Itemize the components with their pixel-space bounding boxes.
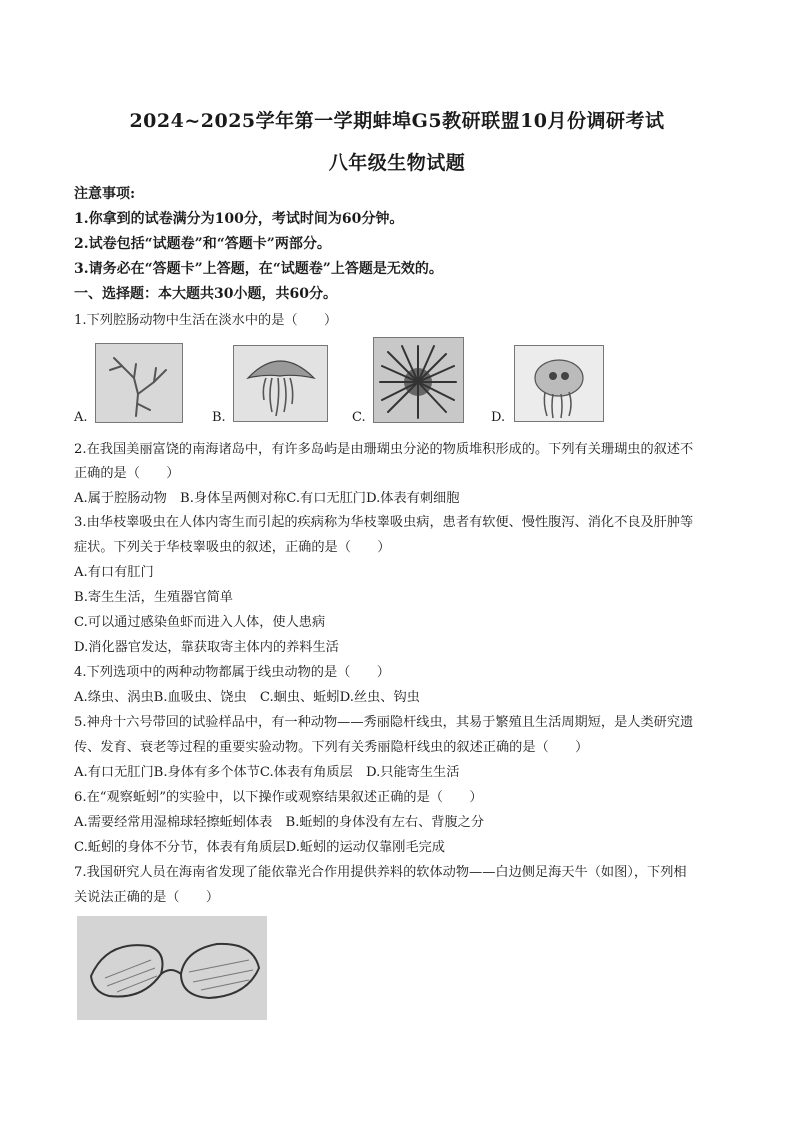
hydra-image (95, 343, 183, 423)
q4-stem: 4.下列选项中的两种动物都属于线虫动物的是（ ） (74, 665, 390, 680)
q4-options: A.绦虫、涡虫B.血吸虫、饶虫 C.蛔虫、蚯蚓D.丝虫、钩虫 (74, 690, 420, 705)
exam-subtitle: 八年级生物试题 (328, 152, 466, 174)
q1-option-c-label: C. (352, 410, 366, 425)
q5-stem-line2: 传、发育、衰老等过程的重要实验动物。下列有关秀丽隐杆线虫的叙述正确的是（ ） (74, 740, 589, 755)
q1-option-b-label: B. (212, 410, 226, 425)
q2-stem-line1: 2.在我国美丽富饶的南海诸岛中，有许多岛屿是由珊瑚虫分泌的物质堆积形成的。下列有关珊瑚虫的叙述不 (74, 442, 694, 457)
jellyfish-d-image (514, 345, 604, 422)
q5-stem-line1: 5.神舟十六号带回的试验样品中，有一种动物——秀丽隐杆线虫，其易于繁殖且生活周期短，是人类研究遗 (74, 715, 694, 730)
section-heading: 一、选择题：本大题共30小题，共60分。 (74, 286, 337, 302)
q5-options: A.有口无肛门B.身体有多个体节C.体表有角质层 D.只能寄生生活 (74, 765, 460, 780)
q7-stem-line2: 关说法正确的是（ ） (74, 890, 220, 905)
q1-option-a-label: A. (74, 410, 88, 425)
q3-option-a: A.有口有肛门 (74, 565, 154, 580)
q1-option-d-label: D. (491, 410, 506, 425)
q7-stem-line1: 7.我国研究人员在海南省发现了能依靠光合作用提供养料的软体动物——白边侧足海天牛（如图），下列相 (74, 865, 687, 880)
q6-options-line1: A.需要经常用湿棉球轻擦蚯蚓体表 B.蚯蚓的身体没有左右、背腹之分 (74, 815, 485, 830)
sea-anemone-image (373, 337, 464, 423)
q2-stem-line2: 正确的是（ ） (74, 466, 180, 481)
q2-options: A.属于腔肠动物 B.身体呈两侧对称C.有口无肛门D.体表有刺细胞 (74, 491, 460, 506)
q3-stem-line2: 症状。下列关于华枝睾吸虫的叙述，正确的是（ ） (74, 540, 391, 555)
sea-slug-image (77, 916, 267, 1020)
exam-title: 2024~2025学年第一学期蚌埠G5教研联盟10月份调研考试 (129, 110, 665, 132)
q3-option-c: C.可以通过感染鱼虾而进入人体，使人患病 (74, 615, 326, 630)
q1-stem: 1.下列腔肠动物中生活在淡水中的是（ ） (74, 313, 338, 328)
q3-option-d: D.消化器官发达，靠获取寄主体内的养料生活 (74, 640, 339, 655)
q3-option-b: B.寄生生活，生殖器官简单 (74, 590, 233, 605)
q6-options-line2: C.蚯蚓的身体不分节，体表有角质层D.蚯蚓的运动仅靠刚毛完成 (74, 840, 445, 855)
q3-stem-line1: 3.由华枝睾吸虫在人体内寄生而引起的疾病称为华枝睾吸虫病，患者有软便、慢性腹泻、消化不良及肝肿等 (74, 515, 694, 530)
jellyfish-image (233, 345, 328, 422)
notes-item-2: 2.试卷包括“试题卷”和“答题卡”两部分。 (74, 236, 331, 252)
q6-stem: 6.在“观察蚯蚓”的实验中，以下操作或观察结果叙述正确的是（ ） (74, 790, 483, 805)
notes-item-1: 1.你拿到的试卷满分为100分，考试时间为60分钟。 (74, 211, 404, 227)
notes-heading: 注意事项: (74, 186, 136, 202)
notes-item-3: 3.请务必在“答题卡”上答题，在“试题卷”上答题是无效的。 (74, 261, 443, 277)
